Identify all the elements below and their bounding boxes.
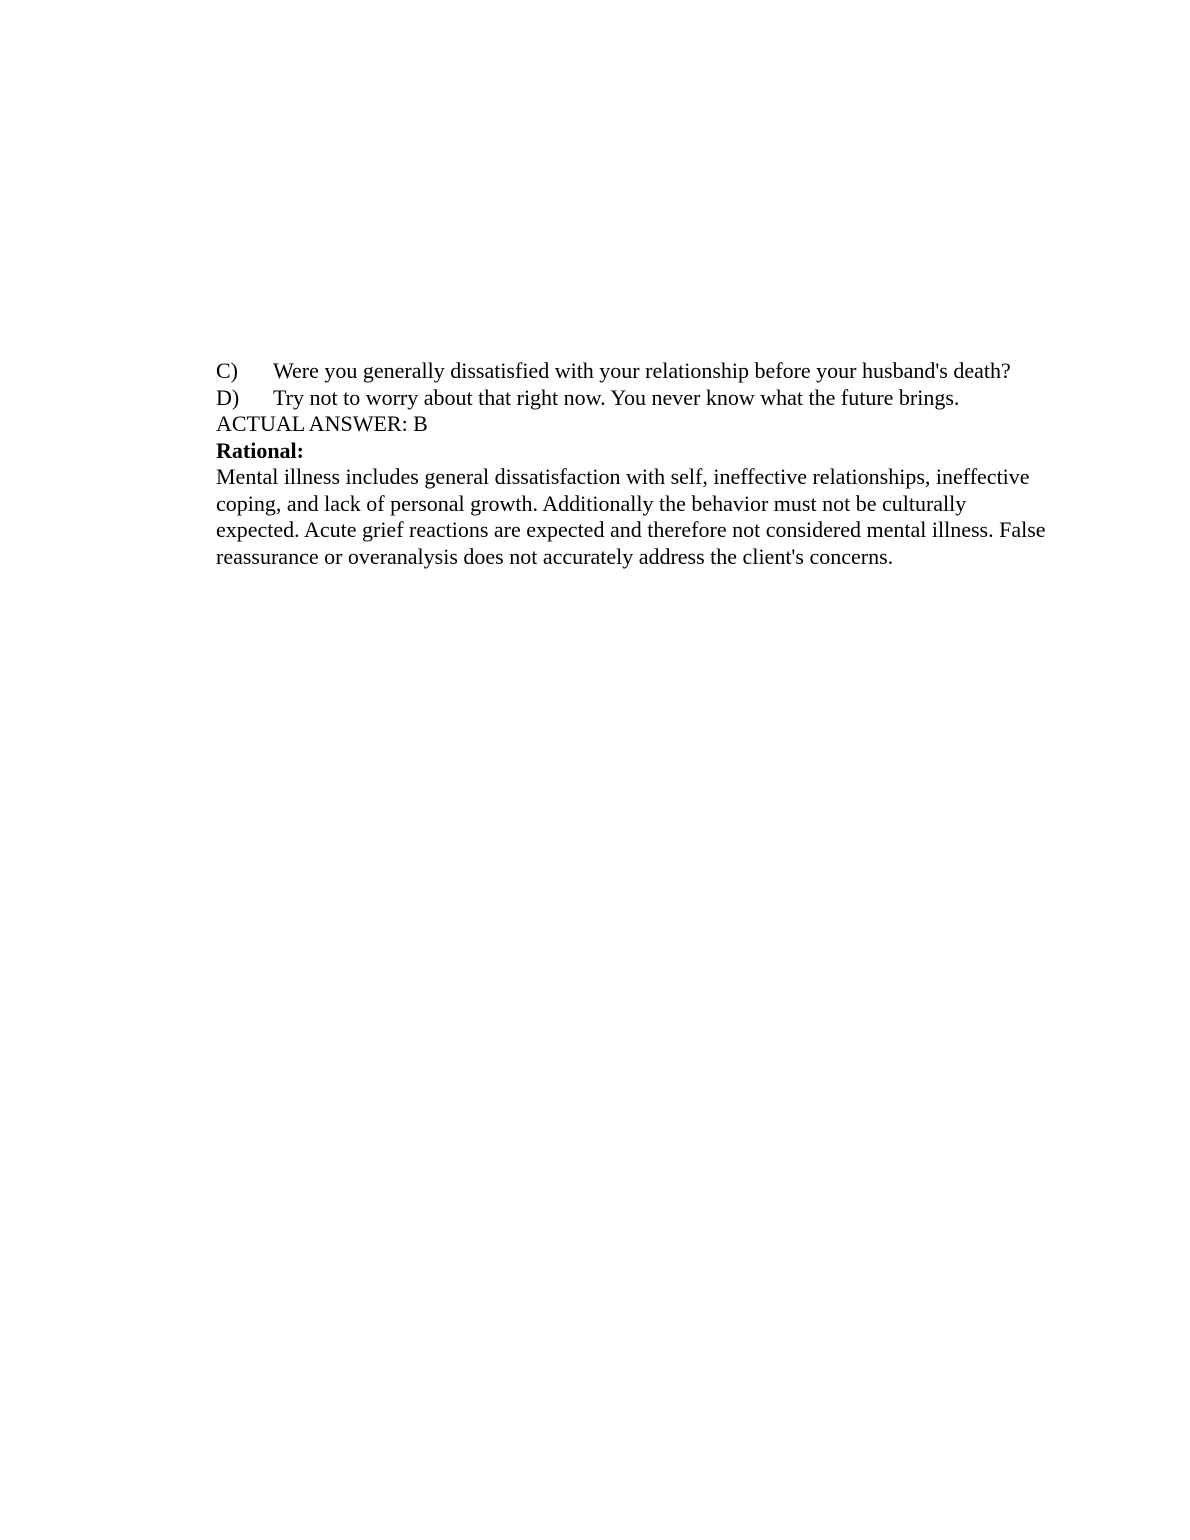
rationale-text: Mental illness includes general dissatisfaction with self, ineffective relationships, ineffective coping, and lack of personal growth. Additionally the behavior must not be culturally expected. Acute grief reactions are expected and therefore not considered mental illness. False reassurance or overanalysis does not accurately address the client's concerns.	[216, 464, 1046, 569]
rationale-heading: Rational:	[216, 437, 304, 463]
option-letter: C)	[216, 358, 238, 383]
answer-option-d	[216, 385, 1046, 412]
option-text: Were you generally dissatisfied with your relationship before your husband's death?	[273, 358, 1011, 383]
option-letter: D)	[216, 384, 240, 410]
answer-option-c	[216, 358, 1046, 385]
actual-answer: ACTUAL ANSWER: B	[216, 411, 428, 436]
option-text: Try not to worry about that right now. You never know what the future brings.	[273, 384, 960, 410]
question-content	[216, 358, 1046, 570]
